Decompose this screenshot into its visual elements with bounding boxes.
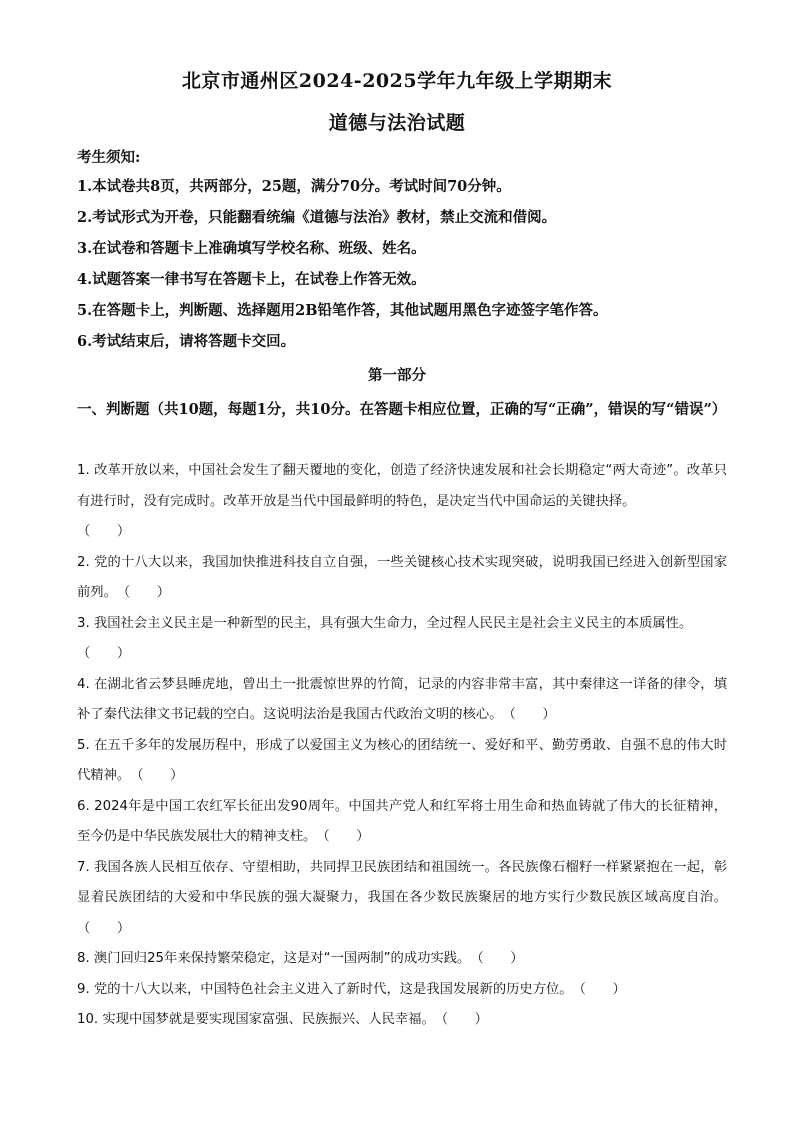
question-item [77, 975, 727, 1006]
question-text: 3. 我国社会主义民主是一种新型的民主，具有强大生命力，全过程人民民主是社会主义民主的本质属性。 [77, 615, 693, 631]
notice-item: 2.考试形式为开卷，只能翻看统编《道德与法治》教材，禁止交流和借阅。 [77, 209, 557, 226]
answer-blank[interactable]: （ ） [116, 585, 171, 600]
answer-blank[interactable]: （ ） [502, 707, 556, 722]
question-text: 9. 党的十八大以来，中国特色社会主义进入了新时代，这是我国发展新的历史方位。 [77, 981, 573, 997]
answer-blank[interactable]: （ ） [130, 768, 184, 783]
answer-blank[interactable]: （ ） [572, 981, 626, 997]
answer-blank[interactable]: （ ） [77, 646, 131, 661]
question-item [77, 792, 727, 853]
notice-list [77, 176, 607, 362]
notice-heading: 考生须知: [77, 149, 141, 166]
answer-blank[interactable]: （ ） [316, 829, 370, 844]
question-text: 1. 改革开放以来，中国社会发生了翻天覆地的变化，创造了经济快速发展和社会长期稳定“两大奇迹”。改革只有进行时，没有完成时。改革开放是当代中国最鲜明的特色，是决定当代中国命运的关键抉择。 [77, 463, 727, 509]
question-text: 10. 实现中国梦就是要实现国家富强、民族振兴、人民幸福。 [77, 1012, 435, 1027]
notice-item: 1.本试卷共8页，共两部分，25题，满分70分。考试时间70分钟。 [77, 178, 511, 195]
notice-item: 5.在答题卡上，判断题、选择题用2B铅笔作答，其他试题用黑色字迹签字笔作答。 [77, 302, 608, 319]
notice-item: 6.考试结束后，请将答题卡交回。 [77, 333, 296, 350]
question-item [77, 456, 727, 548]
answer-blank[interactable]: （ ） [434, 1012, 488, 1027]
part-title: 第一部分 [368, 367, 426, 384]
answer-blank[interactable]: （ ） [77, 920, 131, 936]
question-text: 4. 在湖北省云梦县睡虎地，曾出土一批震惊世界的竹简，记录的内容非常丰富，其中秦律这一详备的律令，填补了秦代法律文书记载的空白。这说明法治是我国古代政治文明的核心。 [77, 676, 727, 722]
question-text: 8. 澳门回归25年来保持繁荣稳定，这是对“一国两制”的成功实践。 [77, 951, 471, 966]
question-item [77, 670, 727, 731]
question-item [77, 548, 727, 609]
answer-blank[interactable]: （ ） [470, 951, 524, 966]
notice-item: 4.试题答案一律书写在答题卡上，在试卷上作答无效。 [77, 271, 426, 288]
question-list [77, 456, 727, 1036]
question-item [77, 853, 727, 945]
question-text: 7. 我国各族人民相互依存、守望相助，共同捍卫民族团结和祖国统一。各民族像石榴籽一样紧紧抱在一起，彰显着民族团结的大爱和中华民族的强大凝聚力，我国在各少数民族聚居的地方实行少数民族区域高度自治。 [77, 859, 727, 905]
section-heading: 一、判断题（共10题，每题1分，共10分。在答题卡相应位置，正确的写“正确”，错误的写“错误”） [77, 401, 727, 418]
exam-subject: 道德与法治试题 [328, 112, 466, 134]
question-item [77, 944, 727, 975]
question-text: 5. 在五千多年的发展历程中，形成了以爱国主义为核心的团结统一、爱好和平、勤劳勇敢、自强不息的伟大时代精神。 [77, 737, 727, 783]
question-item [77, 609, 727, 670]
notice-item: 3.在试卷和答题卡上准确填写学校名称、班级、姓名。 [77, 240, 426, 257]
exam-title: 北京市通州区2024-2025学年九年级上学期期末 [181, 70, 613, 92]
question-item [77, 731, 727, 792]
question-item [77, 1005, 727, 1036]
question-text: 6. 2024年是中国工农红军长征出发90周年。中国共产党人和红军将士用生命和热血铸就了伟大的长征精神，至今仍是中华民族发展壮大的精神支柱。 [77, 798, 727, 844]
question-text: 2. 党的十八大以来，我国加快推进科技自立自强，一些关键核心技术实现突破，说明我国已经进入创新型国家前列。 [77, 554, 727, 600]
answer-blank[interactable]: （ ） [77, 524, 131, 539]
